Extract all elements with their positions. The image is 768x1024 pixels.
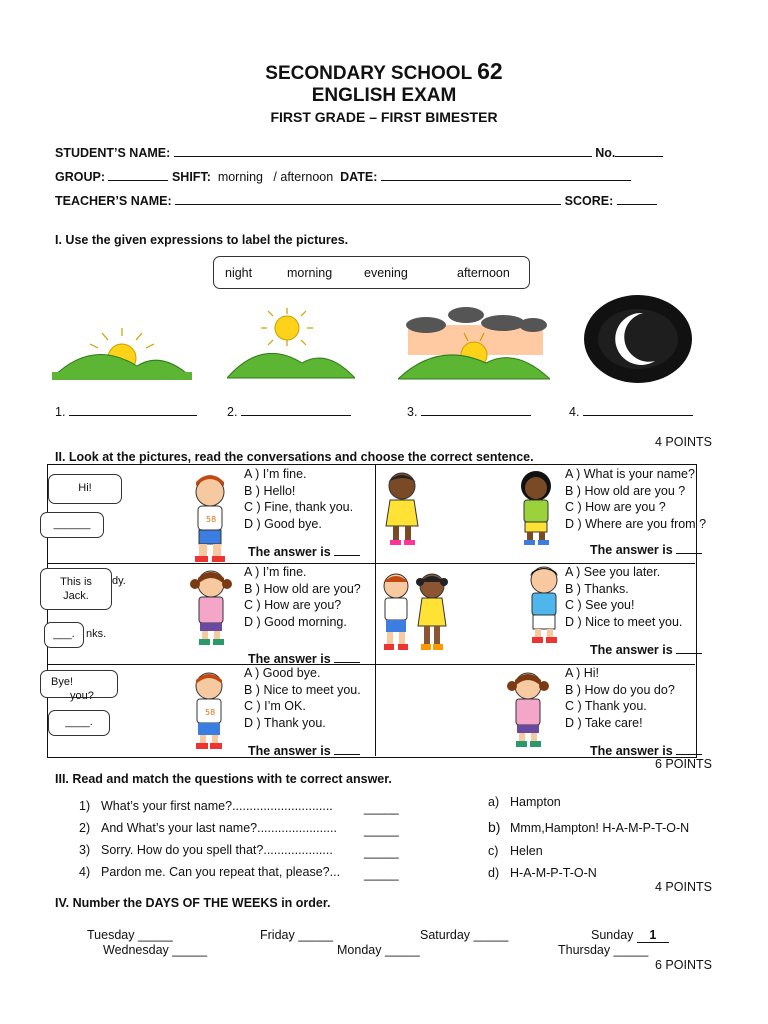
date-label: DATE: [340, 170, 378, 184]
options-3 [244, 564, 361, 630]
section4-title: IV. Number the DAYS OF THE WEEKS in order. [55, 896, 331, 910]
girl-character [378, 468, 426, 548]
question-list [79, 795, 340, 883]
bubble-fragment: you? [70, 690, 94, 702]
word-morning: morning [287, 266, 333, 280]
answer-5-field[interactable] [334, 742, 360, 755]
label-2: 2. [227, 403, 351, 419]
option-a[interactable]: A ) Good bye. [244, 666, 321, 680]
shift-separator: / [273, 170, 277, 184]
question-3: 3) Sorry. How do you spell that?.................... [79, 843, 333, 857]
school-number: 62 [477, 58, 503, 84]
answer-6-field[interactable] [676, 742, 702, 755]
day-thursday: Thursday _____ [558, 943, 649, 957]
svg-text:58: 58 [206, 515, 217, 524]
option-c[interactable]: C ) Fine, thank you. [244, 500, 354, 514]
answer-1: The answer is [248, 543, 360, 559]
speech-bubble: Hi! [48, 474, 122, 504]
student-name-label: STUDENT’S NAME: [55, 146, 171, 160]
option-b[interactable]: B ) Thanks. [565, 581, 629, 596]
day-wednesday-blank[interactable]: _____ [172, 943, 208, 957]
label-4-field[interactable] [583, 403, 693, 416]
day-saturday: Saturday _____ [420, 928, 509, 942]
night-moon-picture [583, 295, 693, 383]
svg-text:58: 58 [205, 708, 216, 717]
speech-bubble: Bye! [40, 670, 118, 698]
section3-title: III. Read and match the questions with te correct answer. [55, 772, 392, 786]
student-name-field[interactable] [174, 144, 592, 157]
day-wednesday: Wednesday _____ [103, 943, 208, 957]
label-3-field[interactable] [421, 403, 531, 416]
speech-bubble: ____. [48, 710, 110, 736]
options-6 [565, 665, 675, 731]
boy-character [512, 468, 560, 548]
exam-title: ENGLISH EXAM [311, 85, 457, 106]
options-4 [565, 564, 682, 630]
section1-points: 4 POINTS [655, 435, 712, 449]
shift-morning-option[interactable]: morning [217, 170, 263, 184]
question-1: 1) What’s your first name?............................. [79, 799, 333, 813]
bubble-fragment: dy. [112, 575, 126, 587]
score-field[interactable] [617, 192, 657, 205]
option-b[interactable]: B ) Nice to meet you. [244, 682, 361, 697]
number-label: No. [595, 146, 616, 160]
answer-3: The answer is [248, 650, 360, 666]
option-a[interactable]: A ) What is your name? [565, 467, 695, 481]
option-d[interactable]: D ) Good morning. [244, 614, 347, 629]
answer-a: a) Hampton [488, 795, 561, 809]
section4-points: 6 POINTS [655, 958, 712, 972]
group-field[interactable] [108, 168, 168, 181]
section3-points: 4 POINTS [655, 880, 712, 894]
answer-4: The answer is [590, 641, 702, 657]
question-2: 2) And What’s your last name?....................... [79, 821, 337, 835]
teacher-name-field[interactable] [175, 192, 561, 205]
day-sunday: Sunday 1 [591, 928, 669, 943]
label-4: 4. [569, 403, 693, 419]
option-c[interactable]: C ) Thank you. [565, 699, 647, 713]
day-saturday-blank[interactable]: _____ [473, 928, 509, 942]
speech-bubble: ___. [44, 622, 84, 648]
option-c[interactable]: C ) How are you ? [565, 500, 666, 514]
option-a[interactable]: A ) I’m fine. [244, 565, 307, 579]
teacher-name-label: TEACHER’S NAME: [55, 194, 172, 208]
option-b[interactable]: B ) How do you do? [565, 682, 675, 697]
answer-1-field[interactable] [334, 543, 360, 556]
option-b[interactable]: B ) Hello! [244, 483, 296, 498]
answer-c: c) Helen [488, 844, 543, 858]
school-name: SECONDARY SCHOOL [265, 63, 472, 84]
evening-picture [398, 303, 550, 381]
noon-sun-picture [227, 308, 355, 380]
group-row [55, 168, 631, 184]
options-2 [565, 466, 706, 532]
answer-2: The answer is [590, 541, 702, 557]
speech-bubble: ______ [40, 512, 104, 538]
bubble-fragment: nks. [86, 628, 107, 640]
sunrise-picture [52, 328, 192, 383]
option-d[interactable]: D ) Thank you. [244, 715, 326, 730]
option-b[interactable]: B ) How old are you ? [565, 483, 686, 498]
option-c[interactable]: C ) How are you? [244, 598, 342, 612]
option-d[interactable]: D ) Where are you from ? [565, 516, 707, 531]
option-b[interactable]: B ) How old are you? [244, 581, 361, 596]
day-friday-blank[interactable]: _____ [298, 928, 333, 942]
options-5 [244, 665, 361, 731]
answer-d: d) H-A-M-P-T-O-N [488, 866, 597, 880]
section2-points: 6 POINTS [655, 757, 712, 771]
answer-3-field[interactable] [334, 650, 360, 663]
day-tuesday-blank[interactable]: _____ [137, 928, 173, 942]
day-friday: Friday _____ [260, 928, 333, 942]
option-a[interactable]: A ) Hi! [565, 666, 600, 680]
word-night: night [225, 266, 253, 280]
section2-title: II. Look at the pictures, read the conversations and choose the correct sentence. [55, 450, 534, 464]
option-d[interactable]: D ) Nice to meet you. [565, 614, 683, 629]
match-blank-3[interactable]: _____ [364, 845, 399, 859]
label-1: 1. [55, 403, 197, 419]
exam-subtitle: FIRST GRADE – FIRST BIMESTER [270, 109, 498, 125]
shift-label: SHIFT: [171, 170, 211, 184]
match-blank-1[interactable]: _____ [364, 801, 399, 815]
match-blank-4[interactable]: _____ [364, 867, 399, 881]
score-label: SCORE: [564, 194, 614, 208]
option-a[interactable]: A ) See you later. [565, 565, 661, 579]
option-d[interactable]: D ) Good bye. [244, 516, 322, 531]
section1-title: I. Use the given expressions to label the pictures. [55, 233, 349, 247]
day-thursday-blank[interactable]: _____ [613, 943, 649, 957]
girl-character [186, 566, 236, 648]
boy-and-girl-characters [376, 568, 456, 656]
student-name-row [55, 144, 663, 160]
option-d[interactable]: D ) Take care! [565, 715, 643, 730]
match-blanks [364, 797, 399, 885]
label-2-field[interactable] [241, 403, 351, 416]
answer-5: The answer is [248, 742, 360, 758]
answer-4-field[interactable] [676, 641, 702, 654]
girl-character [502, 668, 554, 752]
day-monday-blank[interactable]: _____ [384, 943, 420, 957]
option-c[interactable]: C ) I’m OK. [244, 699, 306, 713]
word-afternoon: afternoon [457, 266, 510, 280]
options-1 [244, 466, 353, 532]
label-1-field[interactable] [69, 403, 197, 416]
day-tuesday: Tuesday _____ [87, 928, 173, 942]
date-field[interactable] [381, 168, 631, 181]
answer-b: b) Mmm,Hampton! H-A-M-P-T-O-N [488, 819, 690, 835]
match-blank-2[interactable]: _____ [364, 823, 399, 837]
answer-2-field[interactable] [676, 541, 702, 554]
school-title [0, 58, 768, 85]
question-4: 4) Pardon me. Can you repeat that, please?... [79, 865, 341, 879]
word-evening: evening [364, 266, 408, 280]
speech-bubble: This is Jack. [40, 568, 112, 610]
option-a[interactable]: A ) I’m fine. [244, 467, 307, 481]
label-3: 3. [407, 403, 531, 419]
day-monday: Monday _____ [337, 943, 420, 957]
shift-afternoon-option[interactable]: afternoon [280, 170, 334, 184]
option-c[interactable]: C ) See you! [565, 598, 635, 612]
day-sunday-blank[interactable]: 1 [637, 929, 669, 943]
group-label: GROUP: [55, 170, 105, 184]
answer-6: The answer is [590, 742, 702, 758]
boy-character [180, 470, 240, 565]
boy-character [520, 564, 568, 648]
boy-character [182, 668, 236, 752]
word-box [213, 256, 530, 289]
teacher-row [55, 192, 657, 208]
number-field[interactable] [615, 144, 663, 157]
